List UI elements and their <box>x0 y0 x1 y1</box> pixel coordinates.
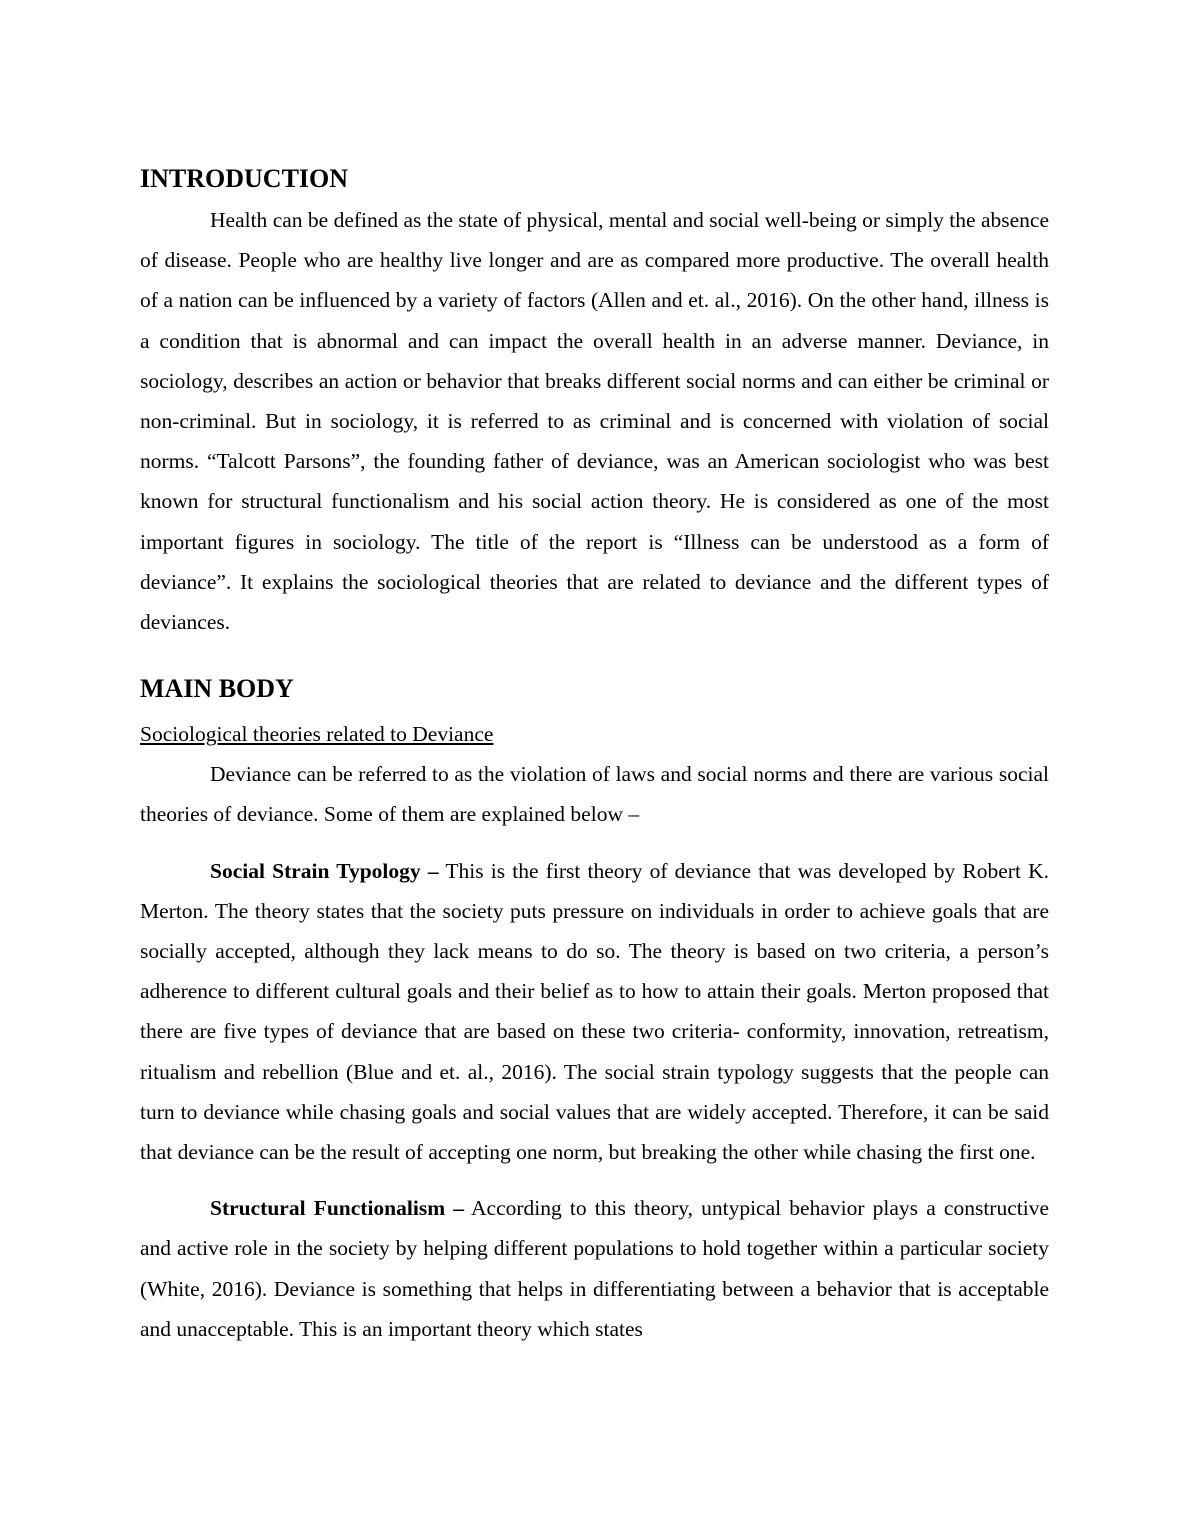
paragraph-spacer <box>140 1172 1049 1188</box>
structural-functionalism-title: Structural Functionalism – <box>210 1196 465 1221</box>
document-page <box>140 162 1049 1349</box>
structural-functionalism-paragraph <box>140 1188 1049 1349</box>
main-body-heading: MAIN BODY <box>140 674 294 704</box>
social-strain-paragraph <box>140 851 1049 1173</box>
introduction-heading: INTRODUCTION <box>140 164 349 193</box>
introduction-paragraph: Health can be defined as the state of physical, mental and social well-being or simply the absence of disease. People who are healthy live longer and are as compared more productive. The overall health of a nation can be influenced by a variety of factors (Allen and et. al., 2016). On the other hand, illness is a condition that is abnormal and can impact the overall health in an adverse manner. Deviance, in sociology, describes an action or behavior that breaks different social norms and can either be criminal or non-criminal. But in sociology, it is referred to as criminal and is concerned with violation of social norms. “Talcott Parsons”, the founding father of deviance, was an American sociologist who was best known for structural functionalism and his social action theory. He is considered as one of the most important figures in sociology. The title of the report is “Illness can be understood as a form of deviance”. It explains the sociological theories that are related to deviance and the different types of deviances. <box>140 208 1049 635</box>
social-strain-text: This is the first theory of deviance that was developed by Robert K. Merton. The theory states that the society puts pressure on individuals in order to achieve goals that are socially accepted, although they lack means to do so. The theory is based on two criteria, a person’s adherence to different cultural goals and their belief as to how to attain their goals. Merton proposed that there are five types of deviance that are based on these two criteria- conformity, innovation, retreatism, ritualism and rebellion (Blue and et. al., 2016). The social strain typology suggests that the people can turn to deviance while chasing goals and social values that are widely accepted. Therefore, it can be said that deviance can be the result of accepting one norm, but breaking the other while chasing the first one. <box>140 858 1049 1165</box>
structural-functionalism-text: According to this theory, untypical behavior plays a constructive and active role in the society by helping different populations to hold together within a particular society (White, 2016). Deviance is something that helps in differentiating between a behavior that is acceptable and unacceptable. This is an important theory which states <box>140 1196 1049 1341</box>
social-strain-title: Social Strain Typology – <box>210 858 439 883</box>
deviance-intro-paragraph: Deviance can be referred to as the violation of laws and social norms and there are various social theories of deviance. Some of them are explained below – <box>140 762 1049 827</box>
paragraph-spacer <box>140 835 1049 851</box>
theories-subheading: Sociological theories related to Deviance <box>140 722 494 747</box>
